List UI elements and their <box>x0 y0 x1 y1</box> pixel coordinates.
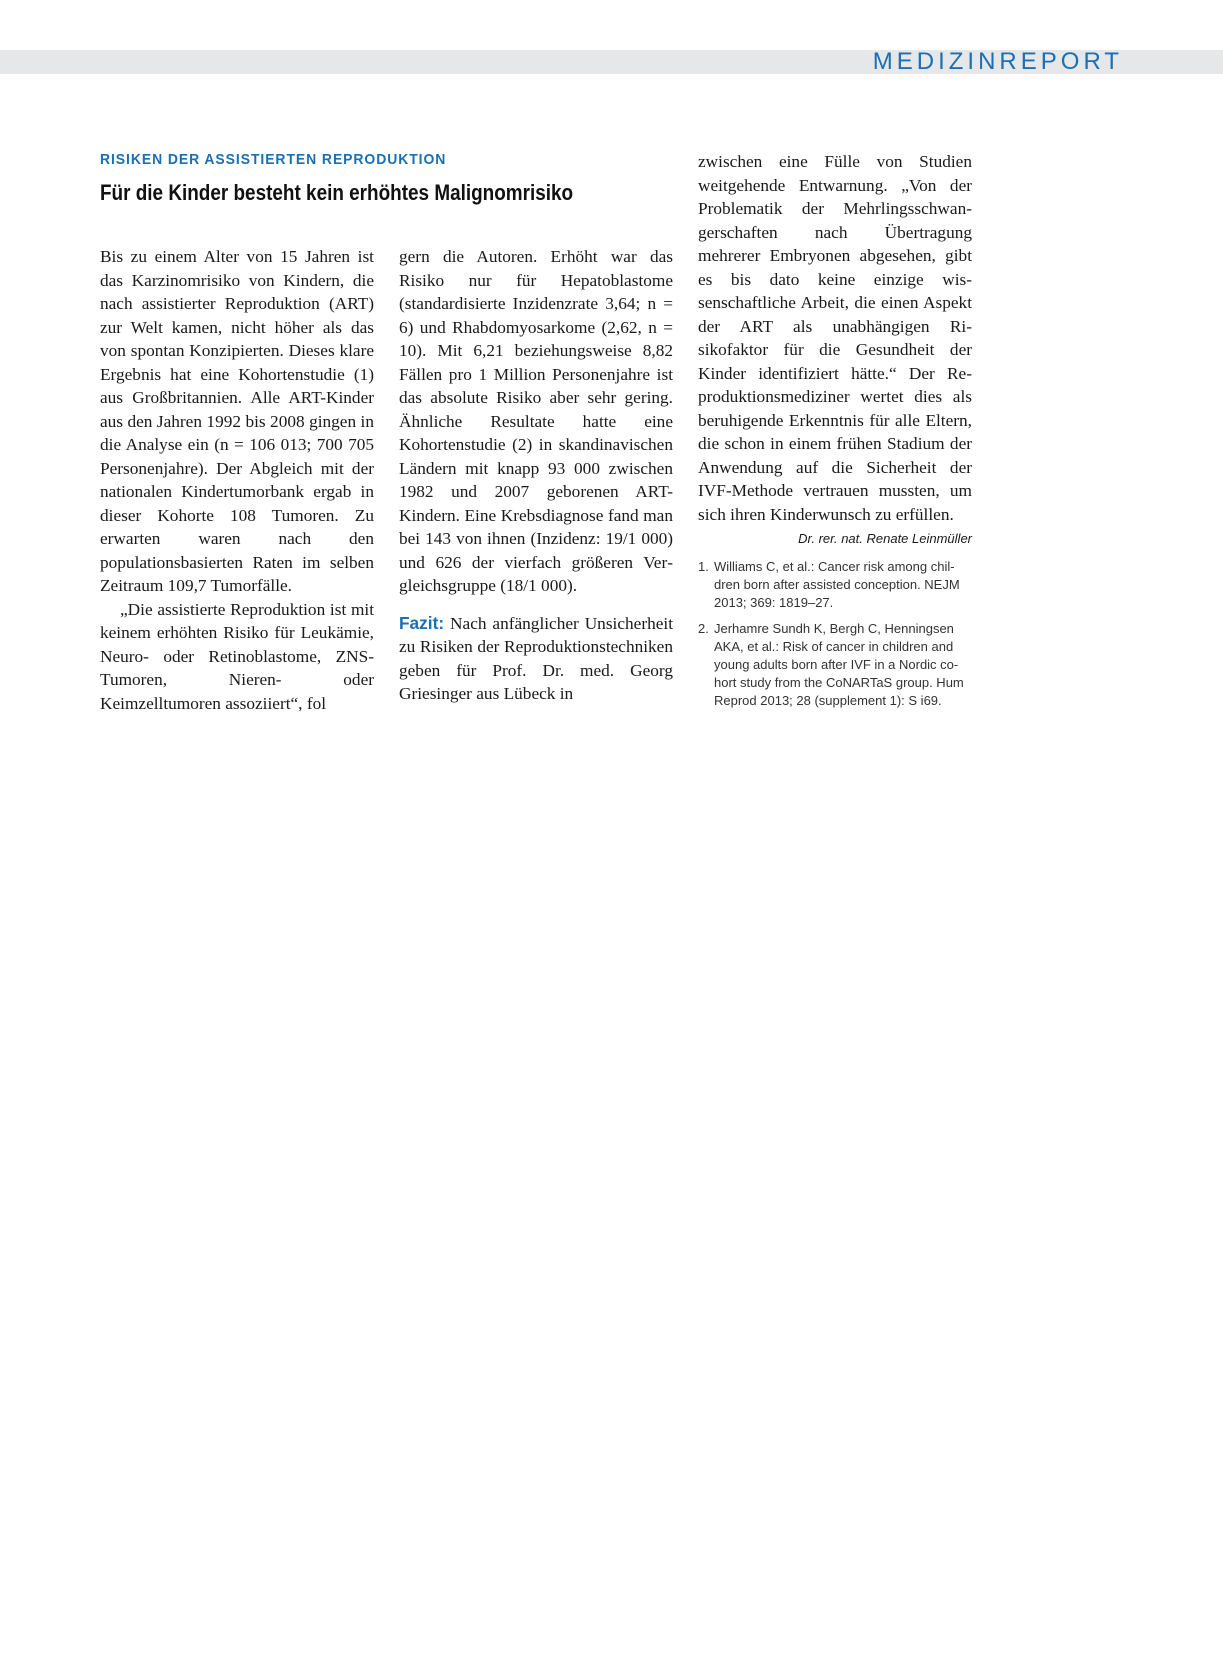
body-paragraph: gern die Autoren. Erhöht war das Risiko nur für Hepatoblastome (standardisierte Inzidenzrate 3,64; n = 6) und Rhabdomyosarkome (2,62, n = 10). Mit 6,21 beziehungsweise 8,82 Fällen pro 1 Million Personenjahre ist das absolute Risiko aber sehr gering. Ähnliche Resultate hatte eine Kohortenstudie (2) in skandinavischen Ländern mit knapp 93 000 zwischen 1982 und 2007 geborenen ART-Kindern. Eine Krebsdiagnose fand man bei 143 von ihnen (Inzidenz: 19/1 000) und 626 der vierfach größeren Vergleichsgruppe (18/1 000). <box>399 247 673 595</box>
article-kicker: RISIKEN DER ASSISTIERTEN REPRODUKTION <box>100 151 447 168</box>
body-paragraph: zwischen eine Fülle von Studien weitgehende Entwarnung. „Von der Problematik der Mehrlingsschwangerschaften nach Übertragung mehrerer Embryonen abgesehen, gibt es bis dato keine einzige wissenschaftliche Arbeit, die einen Aspekt der ART als unabhängigen Risikofaktor für die Gesundheit der Kinder identifiziert hätte.“ Der Reproduktionsmediziner wertet dies als beruhigende Erkenntnis für alle Eltern, die schon in einem frühen Stadium der Anwendung auf die Sicherheit der IVF-Methode vertrauen mussten, um sich ihren Kinderwunsch zu erfüllen. <box>698 152 972 524</box>
article-column-3 <box>698 150 972 718</box>
reference-text: Williams C, et al.: Cancer risk among children born after assisted conception. NEJM 2013; 369: 1819–27. <box>714 559 960 610</box>
author-byline: Dr. rer. nat. Renate Leinmüller <box>798 531 972 546</box>
reference-item <box>698 558 972 612</box>
body-paragraph: „Die assistierte Reproduktion ist mit keinem erhöhten Risiko für Leukämie, Neuro- oder Retinoblastome, ZNS-Tumoren, Nieren- oder Keimzelltumoren assoziiert“, fol <box>100 599 374 713</box>
body-paragraph: Bis zu einem Alter von 15 Jahren ist das Karzinomrisiko von Kindern, die nach assistierter Reproduktion (ART) zur Welt kamen, nicht höher als das von spontan Konzipierten. Dieses klare Ergebnis hat eine Kohortenstudie (1) aus Großbritannien. Alle ART-Kinder aus den Jahren 1992 bis 2008 gingen in die Analyse ein (n = 106 013; 700 705 Personenjahre). Der Abgleich mit der nationalen Kindertumorbank ergab in dieser Kohorte 108 Tumoren. Zu erwarten waren nach den populationsbasierten Raten im selben Zeitraum 109,7 Tumorfälle. <box>100 247 374 595</box>
section-name: MEDIZINREPORT <box>872 48 1123 75</box>
reference-number: 2. <box>698 621 709 636</box>
reference-text: Jerhamre Sundh K, Bergh C, Henningsen AKA, et al.: Risk of cancer in children and young adults born after IVF in a Nordic cohort study from the CoNARTaS group. Hum Reprod 2013; 28 (supplement 1): S i69. <box>714 621 964 708</box>
article-column-1 <box>100 245 374 715</box>
fazit-text: Nach anfänglicher Unsicherheit zu Risiken der Reproduktionstechniken geben für Prof. Dr. med. Georg Griesinger aus Lübeck in <box>399 613 673 703</box>
reference-item <box>698 620 972 710</box>
fazit-label: Fazit: <box>399 612 445 633</box>
reference-number: 1. <box>698 559 709 574</box>
article-column-2 <box>399 245 673 706</box>
article-headline: Für die Kinder besteht kein erhöhtes Malignomrisiko <box>100 180 574 205</box>
fazit-paragraph <box>399 612 673 706</box>
reference-list <box>698 558 972 710</box>
